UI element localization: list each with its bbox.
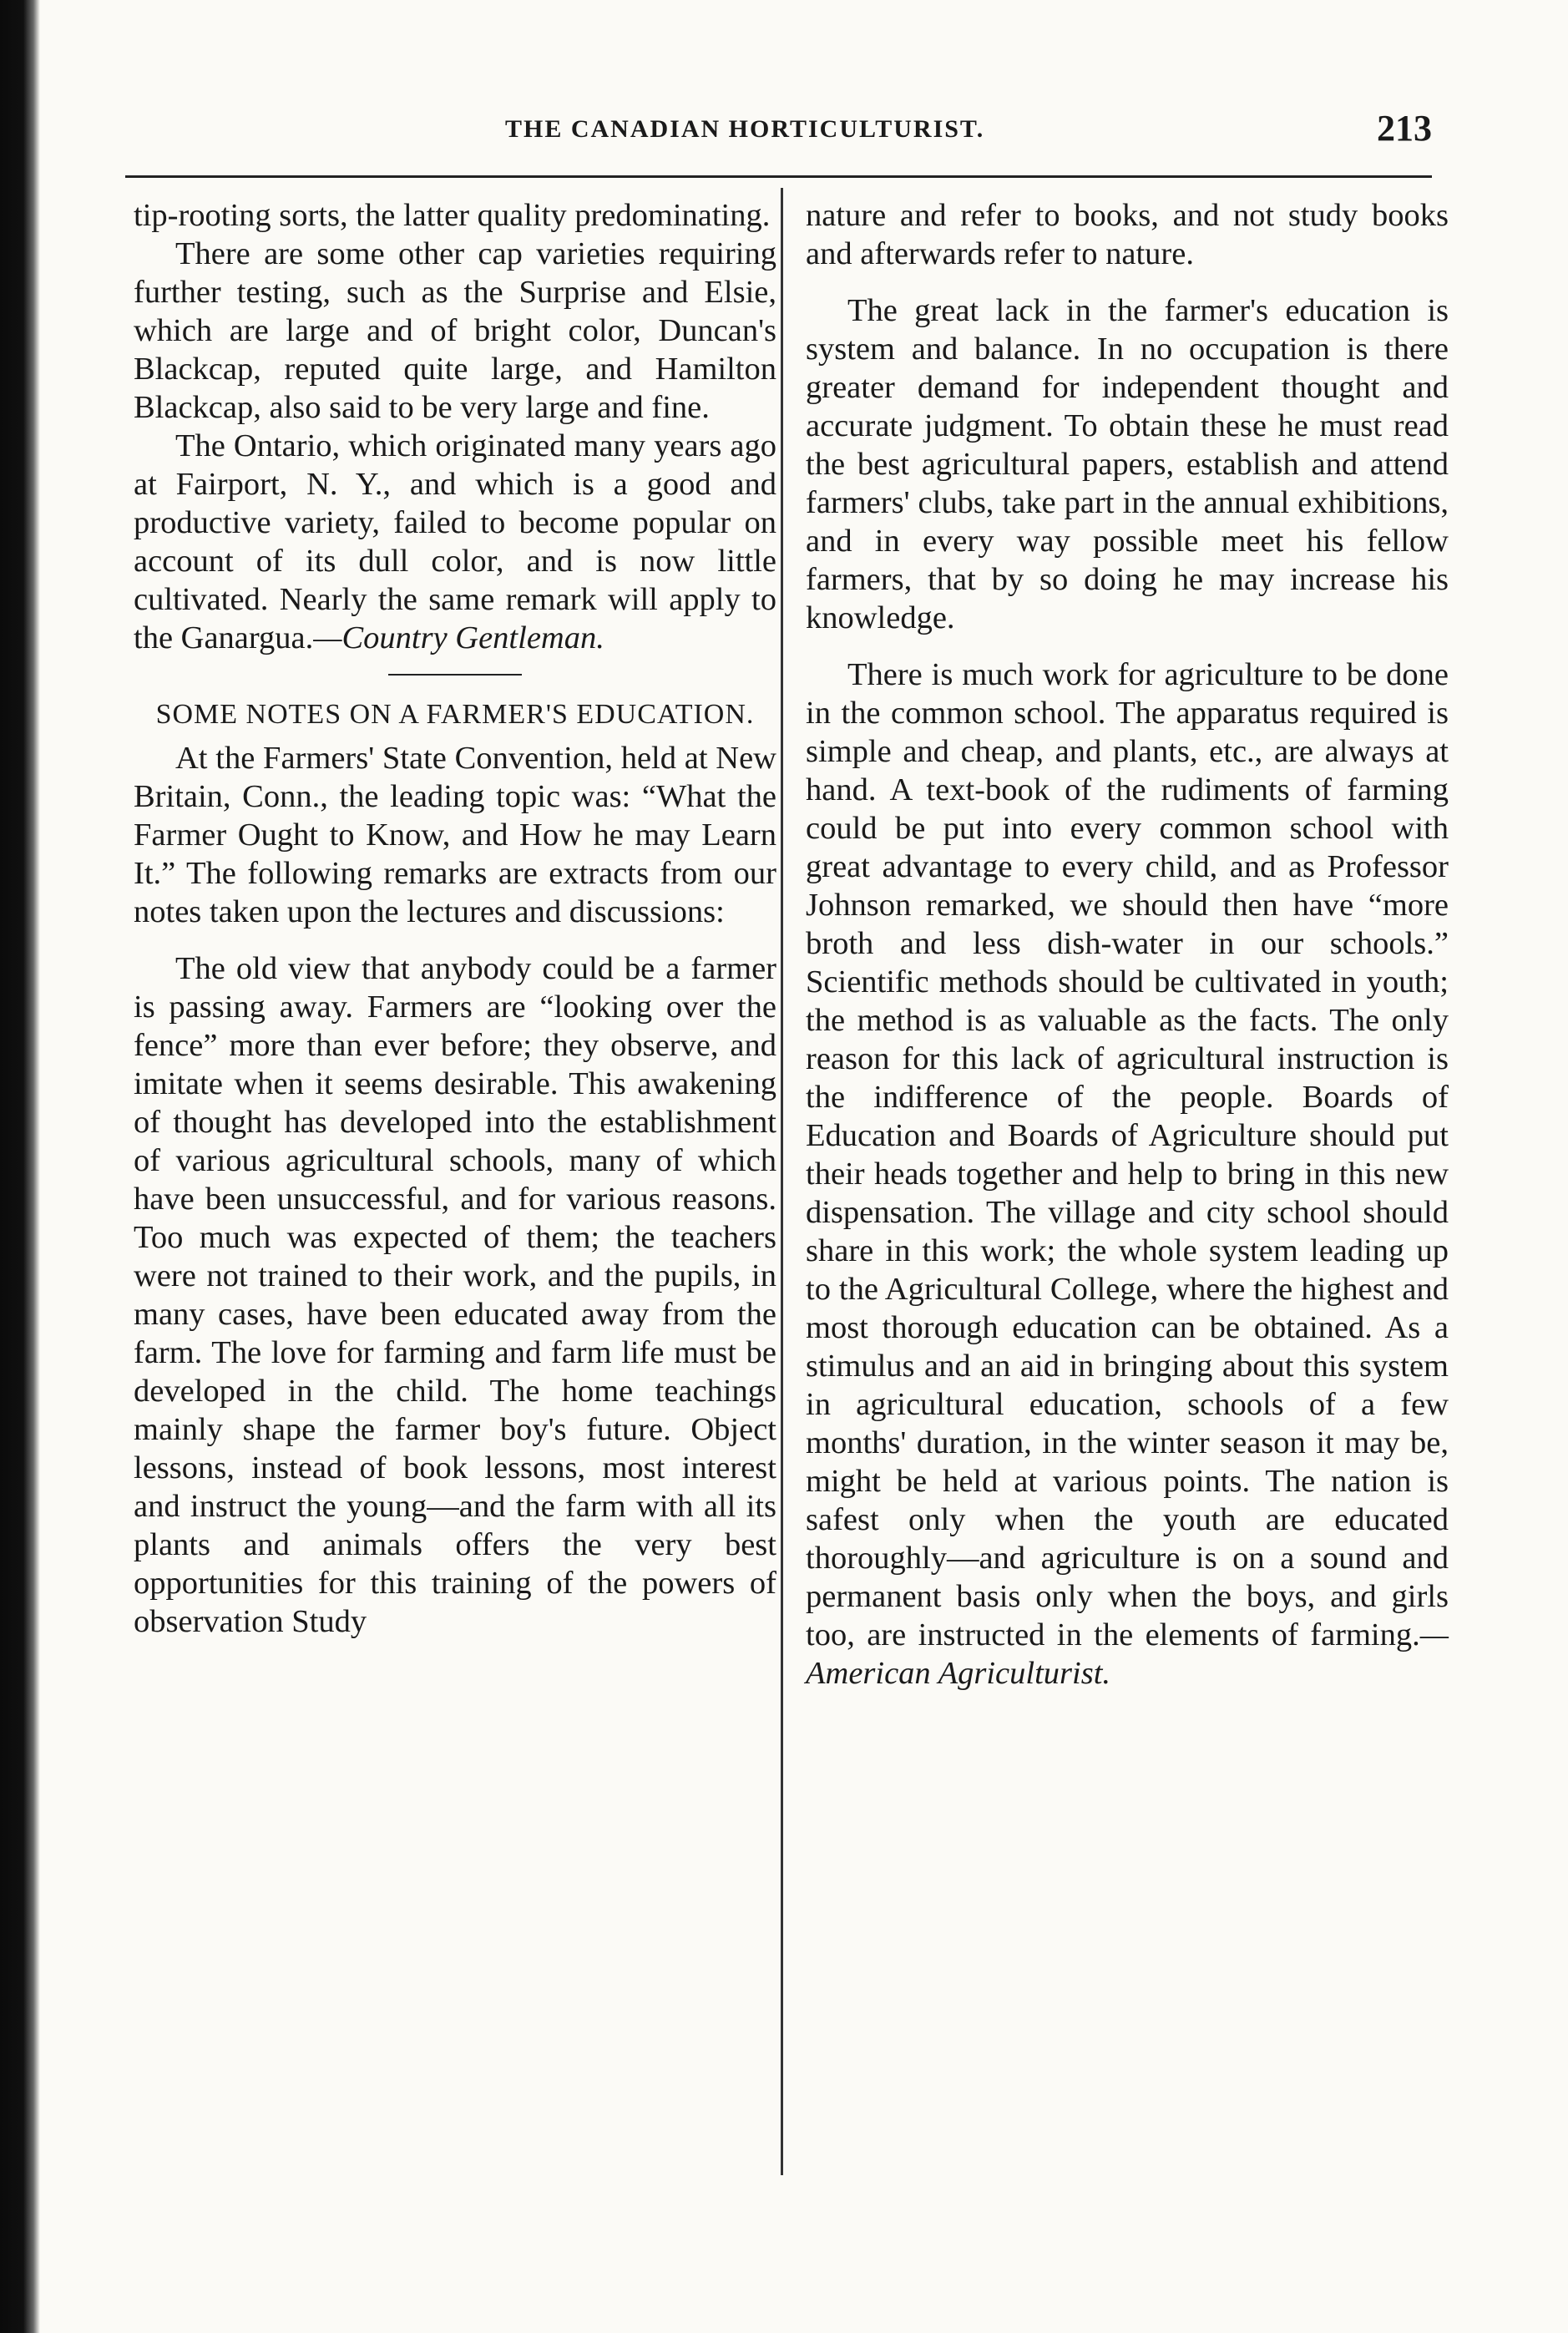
source-american-agriculturist: —American Agriculturist. <box>806 1617 1449 1691</box>
paragraph-ontario-text: The Ontario, which originated many years ago at Fairport, N. Y., and which is a good and productive variety, failed to become popular on account of its dull color, and is now little cultivated. Nearly the same remark will apply to the Ganargua. <box>134 428 776 655</box>
running-title: THE CANADIAN HORTICULTURIST. <box>505 115 985 143</box>
right-column <box>806 196 1449 1693</box>
book-binding-edge <box>0 0 40 2333</box>
column-divider <box>781 188 783 2175</box>
paragraph-nature: nature and refer to books, and not study books and afterwards refer to nature. <box>806 198 1449 271</box>
page-header <box>125 107 1432 157</box>
paragraph-continuation: tip-rooting sorts, the latter quality predominating. <box>134 198 771 233</box>
paragraph-ontario <box>134 427 776 657</box>
source-country-gentleman: —Country Gentleman. <box>313 620 604 655</box>
section-divider <box>388 674 522 676</box>
paragraph-common-school-text: There is much work for agriculture to be done in the common school. The apparatus required is simple and cheap, and plants, etc., are always at hand. A text-book of the rudiments of farming could be put into every common school with great advantage to every child, and as Professor Johnson remarked, we should then have “more broth and less dish-water in our schools.” Scientific methods should be cultivated in youth; the method is as valuable as the facts. The only reason for this lack of agricultural instruction is the indifference of the people. Boards of Education and Boards of Agriculture should put their heads together and help to bring in this new dispensation. The village and city school should share in this work; the whole system leading up to the Agricultural College, where the highest and most thorough education can be obtained. As a stimulus and an aid in bringing about this system in agricultural education, schools of a few months' duration, in the winter season it may be, might be held at various points. The nation is safest only when the youth are educated thoroughly—and agriculture is on a sound and permanent basis only when the boys, and girls too, are instructed in the elements of farming. <box>806 657 1449 1652</box>
article-heading: SOME NOTES ON A FARMER'S EDUCATION. <box>155 699 755 730</box>
page-number: 213 <box>1377 108 1432 149</box>
paragraph-convention: At the Farmers' State Convention, held at New Britain, Conn., the leading topic was: “What the Farmer Ought to Know, and How he may Learn It.” The following remarks are extracts from our notes taken upon the lectures and discussions: <box>134 741 776 929</box>
paragraph-common-school <box>806 655 1449 1693</box>
left-column <box>134 196 776 1641</box>
paragraph-cap-varieties: There are some other cap varieties requiring further testing, such as the Surprise and Elsie, which are large and of bright color, Duncan's Blackcap, reputed quite large, and Hamilton Blackcap, also said to be very large and fine. <box>134 236 776 425</box>
paragraph-great-lack: The great lack in the farmer's education is system and balance. In no occupation is there greater demand for independent thought and accurate judgment. To obtain these he must read the best agricultural papers, establish and attend farmers' clubs, take part in the annual exhibitions, and in every way possible meet his fellow farmers, that by so doing he may increase his knowledge. <box>806 293 1449 635</box>
header-rule <box>125 175 1432 178</box>
paragraph-old-view: The old view that anybody could be a farmer is passing away. Farmers are “looking over the fence” more than ever before; they observe, and imitate when it seems desirable. This awakening of thought has developed into the establishment of various agricultural schools, many of which have been unsuccessful, and for various reasons. Too much was expected of them; the teachers were not trained to their work, and the pupils, in many cases, have been educated away from the farm. The love for farming and farm life must be developed in the child. The home teachings mainly shape the farmer boy's future. Object lessons, instead of book lessons, most interest and instruct the young—and the farm with all its plants and animals offers the very best opportunities for this training of the powers of observation Study <box>134 951 776 1639</box>
